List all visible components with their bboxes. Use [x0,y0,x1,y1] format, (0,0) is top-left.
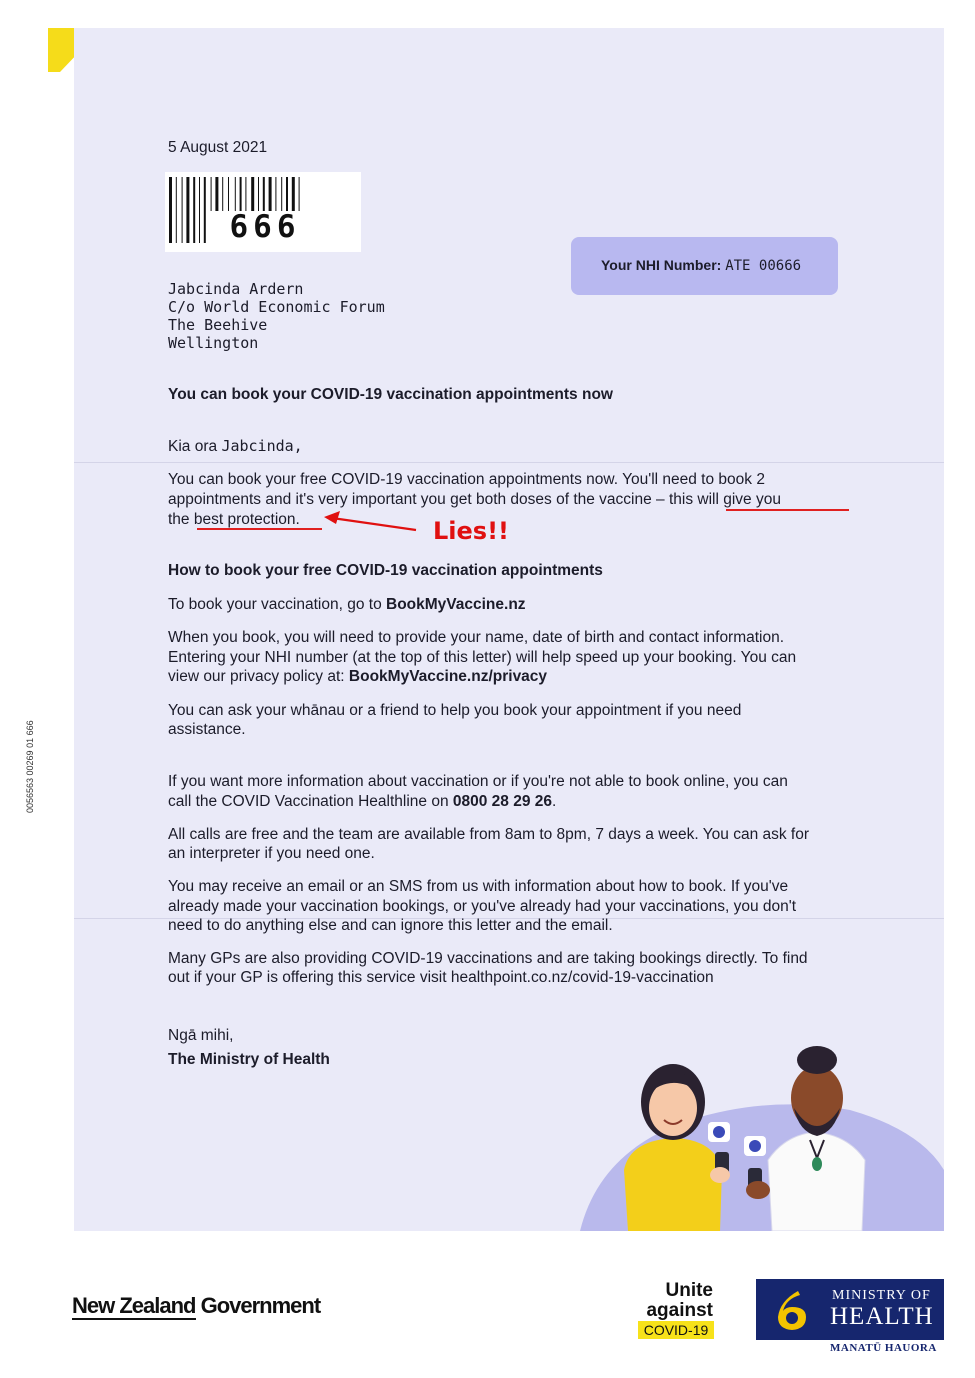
barcode-bar [169,177,172,243]
when-line: Entering your NHI number (at the top of this letter) will help speed up your booking. You can [168,649,797,666]
barcode-bar [199,177,200,243]
letter-date: 5 August 2021 [168,139,268,156]
email-line: already made your vaccination bookings, or you've already had your vaccinations, you don't [168,898,797,915]
highlighted-claim: best protection. [193,511,300,528]
barcode-bar [275,177,276,211]
address-line: Wellington [168,334,259,352]
gps-line: Many GPs are also providing COVID-19 vaccinations and are taking bookings directly. To find [168,950,808,967]
unite-covid-badge: COVID-19 [638,1321,714,1339]
fold-line [74,462,944,463]
barcode-bar [235,177,236,211]
nhi-number-box [571,237,838,295]
more-info-line: call the COVID Vaccination Healthline on 0800 28 29 26. [168,793,557,810]
privacy-link[interactable]: BookMyVaccine.nz/privacy [348,668,548,685]
barcode-bar [299,177,300,211]
more-info-line: If you want more information about vaccination or if you're not able to book online, you can [168,773,788,790]
manatu-hauora-text: MANATŪ HAUORA [830,1342,937,1354]
when-line: When you book, you will need to provide your name, date of birth and contact information. [168,629,785,646]
barcode-bar [245,177,246,211]
barcode-bar [286,177,288,211]
address-line: C/o World Economic Forum [168,298,385,316]
signoff: Ngā mihi, [168,1027,234,1044]
barcode-bar [211,177,212,211]
moh-emblem-icon [770,1289,816,1333]
barcode-bar [292,177,295,211]
barcode-bar [193,177,195,243]
intro-line: appointments and it's very important you get both doses of the vaccine – this will give you [168,491,781,508]
red-underline [197,528,322,530]
greeting: Kia ora Jabcinda, [168,437,303,455]
side-reference-code: 0056563 00269 01 666 [25,720,35,813]
letter-heading: You can book your COVID-19 vaccination appointments now [168,386,613,403]
nz-government-logo: New Zealand Government [72,1293,321,1318]
highlighted-claim: this will give you [668,491,781,508]
intro-line: You can book your free COVID-19 vaccination appointments now. You'll need to book 2 [168,471,765,488]
barcode-number: 666 [229,209,301,245]
intro-line: the best protection. [168,511,300,528]
barcode-bar [251,177,254,211]
ministry-of-health-logo: MINISTRY OF HEALTH [756,1279,944,1340]
nz-government-underline [72,1318,196,1320]
annotation-lies: Lies!! [433,517,509,545]
book-paragraph: To book your vaccination, go to BookMyVaccine.nz [168,596,526,613]
nhi-value: ATE 00666 [725,258,802,274]
book-link[interactable]: BookMyVaccine.nz [386,596,526,613]
healthline-phone[interactable]: 0800 28 29 26 [452,793,553,810]
whanau-line: You can ask your whānau or a friend to help you book your appointment if you need [168,702,742,719]
red-underline [726,509,849,511]
barcode-bar [222,177,223,211]
calls-line: All calls are free and the team are available from 8am to 8pm, 7 days a week. You can ask for [168,826,810,843]
barcode-bar [215,177,218,211]
red-arrow-icon [320,508,420,538]
barcode-bar [240,177,242,211]
barcode-bar [281,177,282,211]
subheading: How to book your free COVID-19 vaccination appointments [168,562,603,579]
email-line: need to do anything else and can ignore this letter and the email. [168,917,613,934]
greeting-name: Jabcinda, [221,437,303,455]
signature: The Ministry of Health [168,1051,330,1068]
unite-against-covid-logo: Unite against [646,1280,713,1321]
privacy-line: view our privacy policy at: BookMyVaccine.nz/privacy [168,668,548,685]
barcode-bar [258,177,259,211]
gps-line: out if your GP is offering this service visit healthpoint.co.nz/covid-19-vaccination [168,969,714,986]
barcode-bar [269,177,272,211]
nhi-label: Your NHI Number: [601,257,722,273]
barcode-bar [228,177,229,211]
people-illustration [580,1040,944,1231]
barcode-bar [263,177,265,211]
barcode-bar [182,177,183,243]
whanau-line: assistance. [168,721,246,738]
barcode-bar [186,177,189,243]
address-line: Jabcinda Ardern [168,280,304,298]
calls-line: an interpreter if you need one. [168,845,375,862]
barcode-bar [176,177,177,243]
email-line: You may receive an email or an SMS from us with information about how to book. If you've [168,878,789,895]
address-line: The Beehive [168,316,268,334]
